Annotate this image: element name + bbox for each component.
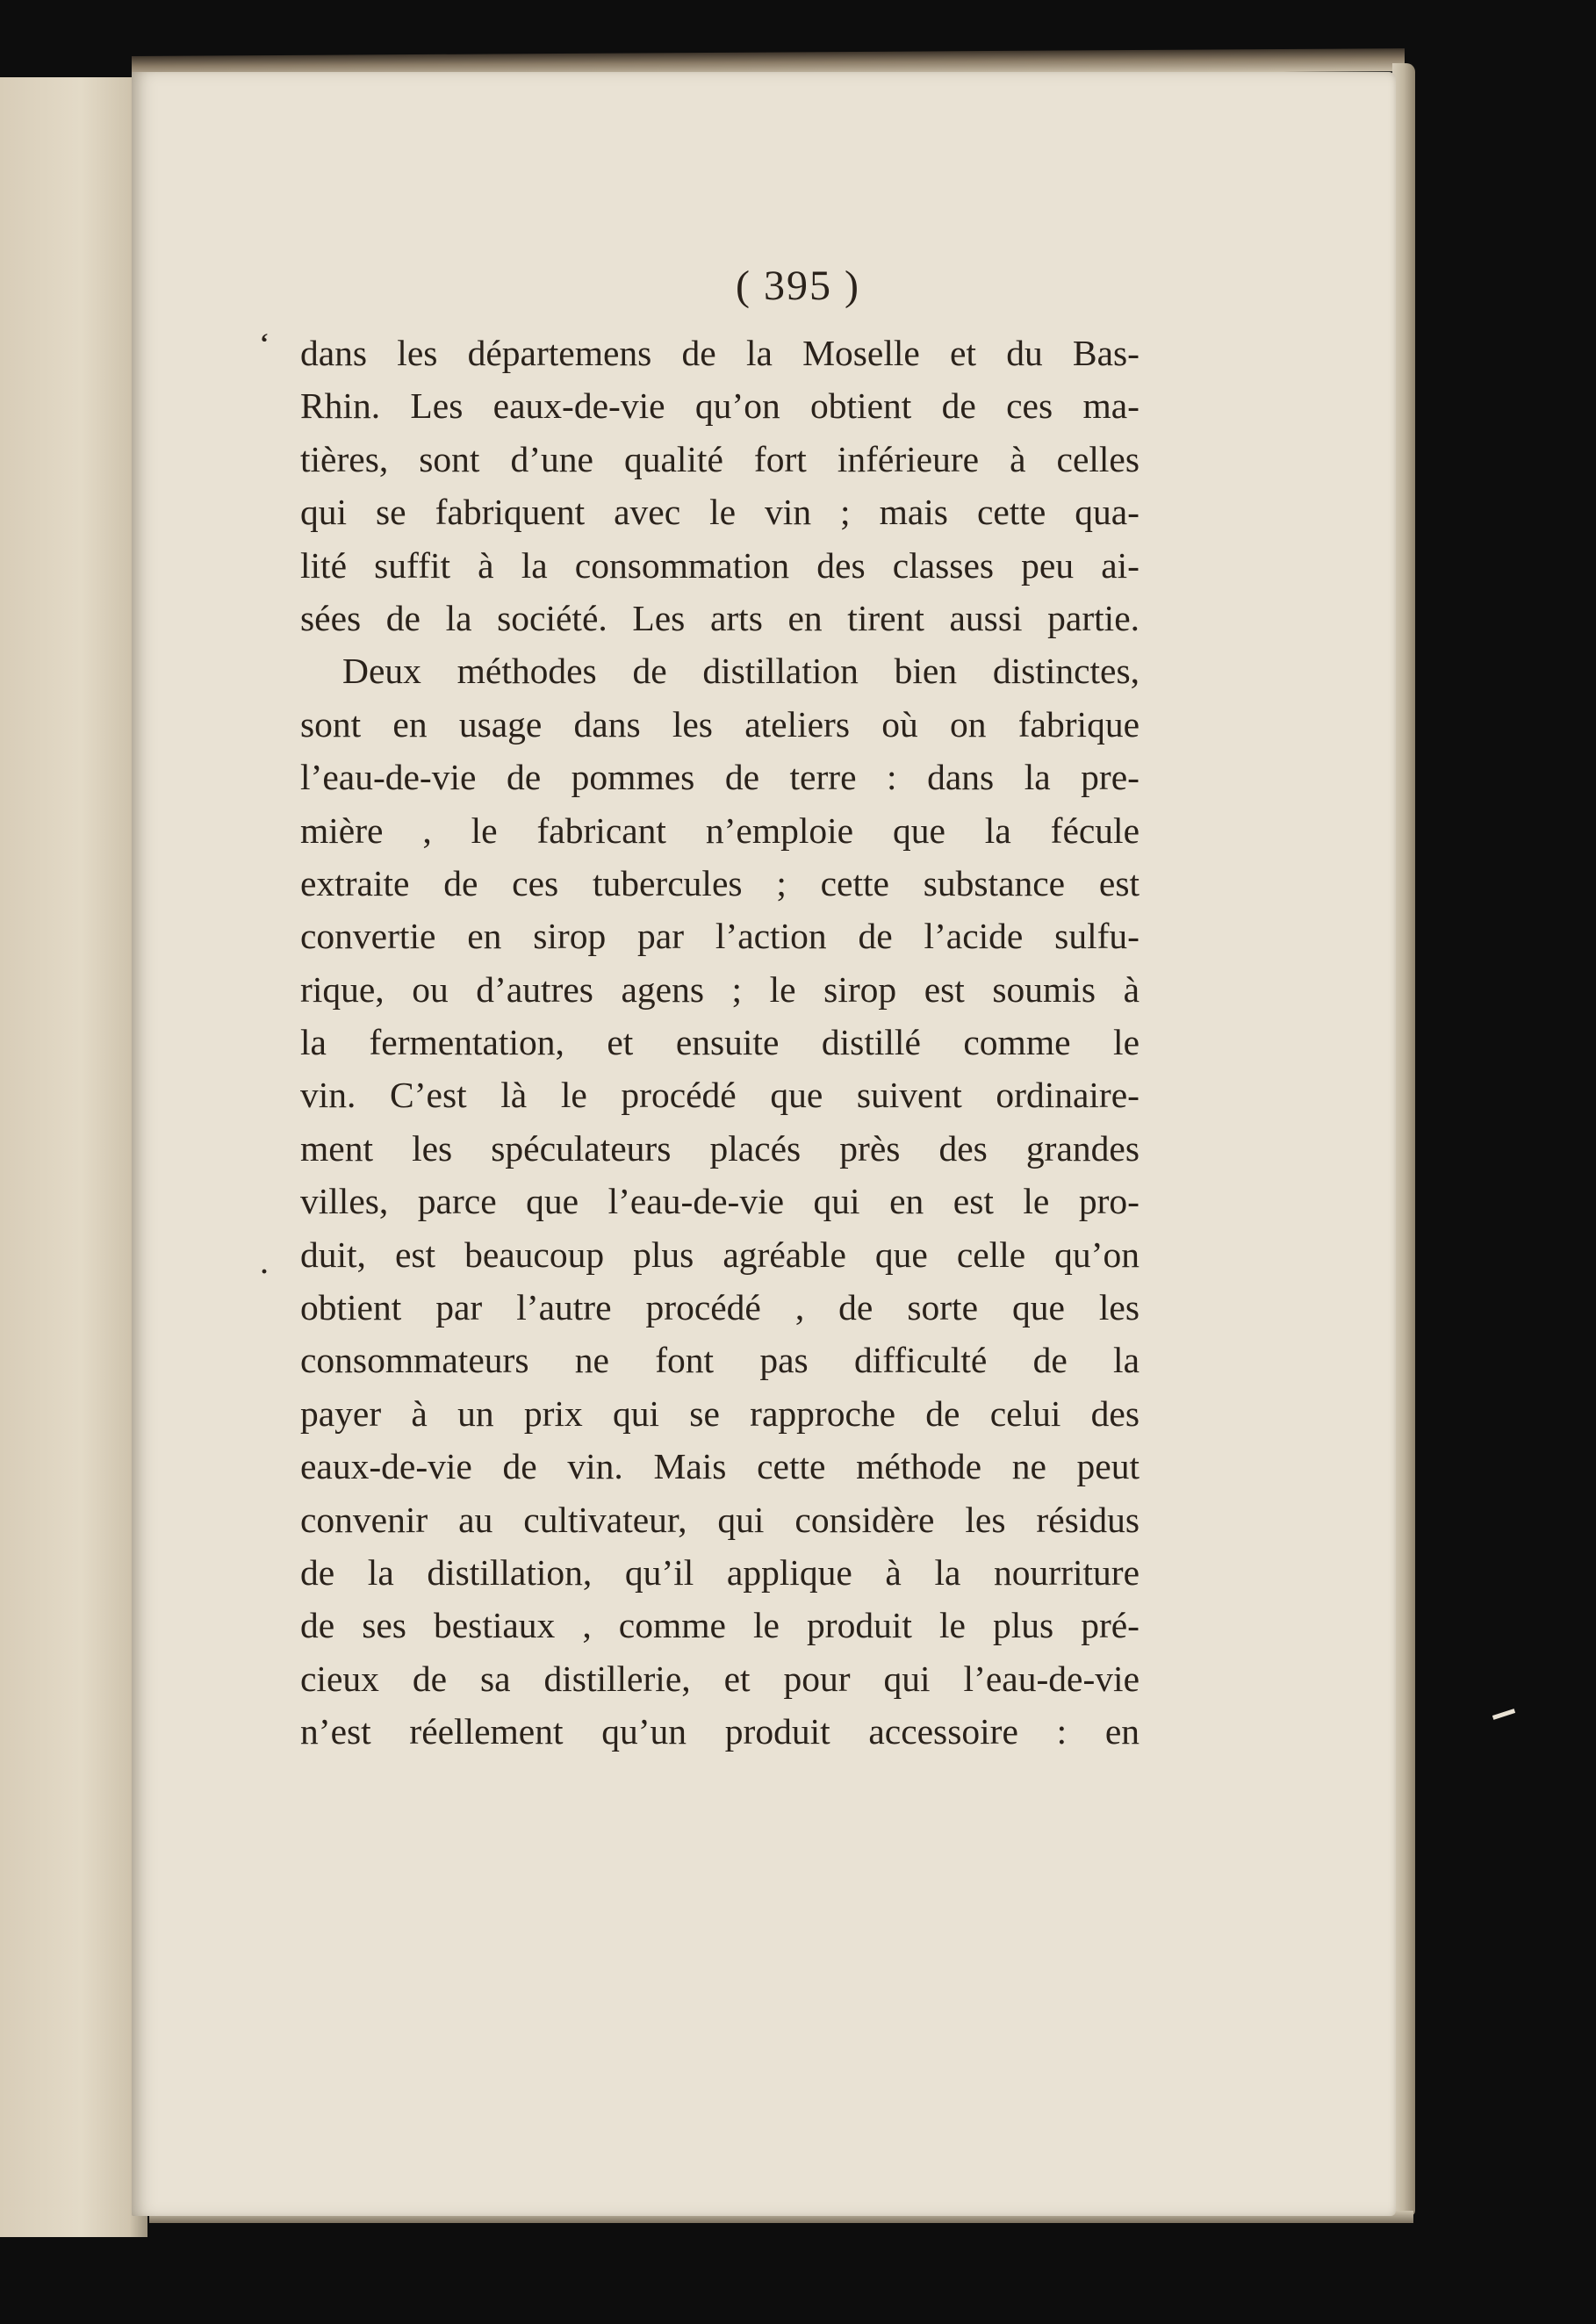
text-line: rique, ou d’autres agens ; le sirop est soumis à	[300, 968, 1139, 1010]
text-line: sont en usage dans les ateliers où on fabrique	[300, 703, 1139, 745]
text-line: de la distillation, qu’il applique à la nourriture	[300, 1551, 1139, 1593]
text-line: duit, est beaucoup plus agréable que celle qu’on	[300, 1234, 1139, 1275]
text-line: cieux de sa distillerie, et pour qui l’eau-de-vie	[300, 1658, 1139, 1699]
text-line: n’est réellement qu’un produit accessoire : en	[300, 1711, 1139, 1752]
text-line: ment les spéculateurs placés près des grandes	[300, 1127, 1139, 1169]
text-line: convertie en sirop par l’action de l’acide sulfu-	[300, 916, 1139, 957]
text-line: convenir au cultivateur, qui considère les résidus	[300, 1499, 1139, 1540]
text-line: dans les départemens de la Moselle et du Bas-	[300, 333, 1139, 373]
left-facing-page-edge	[0, 77, 147, 2237]
text-line: extraite de ces tubercules ; cette substance est	[300, 862, 1139, 903]
text-line: de ses bestiaux , comme le produit le plus pré-	[300, 1605, 1139, 1646]
margin-mark: ·	[260, 1257, 270, 1286]
text-line: mière , le fabricant n’emploie que la fécule	[300, 809, 1139, 851]
text-line: eaux-de-vie de vin. Mais cette méthode ne peut	[300, 1446, 1139, 1487]
text-line: Rhin. Les eaux-de-vie qu’on obtient de ces ma-	[300, 385, 1139, 427]
paragraph-first-line: Deux méthodes de distillation bien distinctes,	[342, 651, 1139, 692]
text-line: l’eau-de-vie de pommes de terre : dans la pre-	[300, 757, 1139, 798]
text-line: consommateurs ne font pas difficulté de la	[300, 1340, 1139, 1381]
body-text	[300, 327, 1139, 1759]
text-line: tières, sont d’une qualité fort inférieure à celles	[300, 438, 1139, 479]
text-line: obtient par l’autre procédé , de sorte que les	[300, 1287, 1139, 1328]
page-number: ( 395 )	[736, 263, 860, 309]
text-line: lité suffit à la consommation des classes peu ai-	[300, 544, 1139, 586]
text-line: payer à un prix qui se rapproche de celui des	[300, 1392, 1139, 1434]
text-line: villes, parce que l’eau-de-vie qui en est le pro-	[300, 1181, 1139, 1222]
text-line: la fermentation, et ensuite distillé comme le	[300, 1022, 1139, 1063]
text-line: vin. C’est là le procédé que suivent ordinaire-	[300, 1075, 1139, 1116]
text-line: sées de la société. Les arts en tirent aussi partie.	[300, 597, 1139, 638]
page-marker	[1492, 1709, 1515, 1720]
text-line: qui se fabriquent avec le vin ; mais cette qua-	[300, 492, 1139, 533]
margin-mark: ʻ	[260, 328, 269, 357]
